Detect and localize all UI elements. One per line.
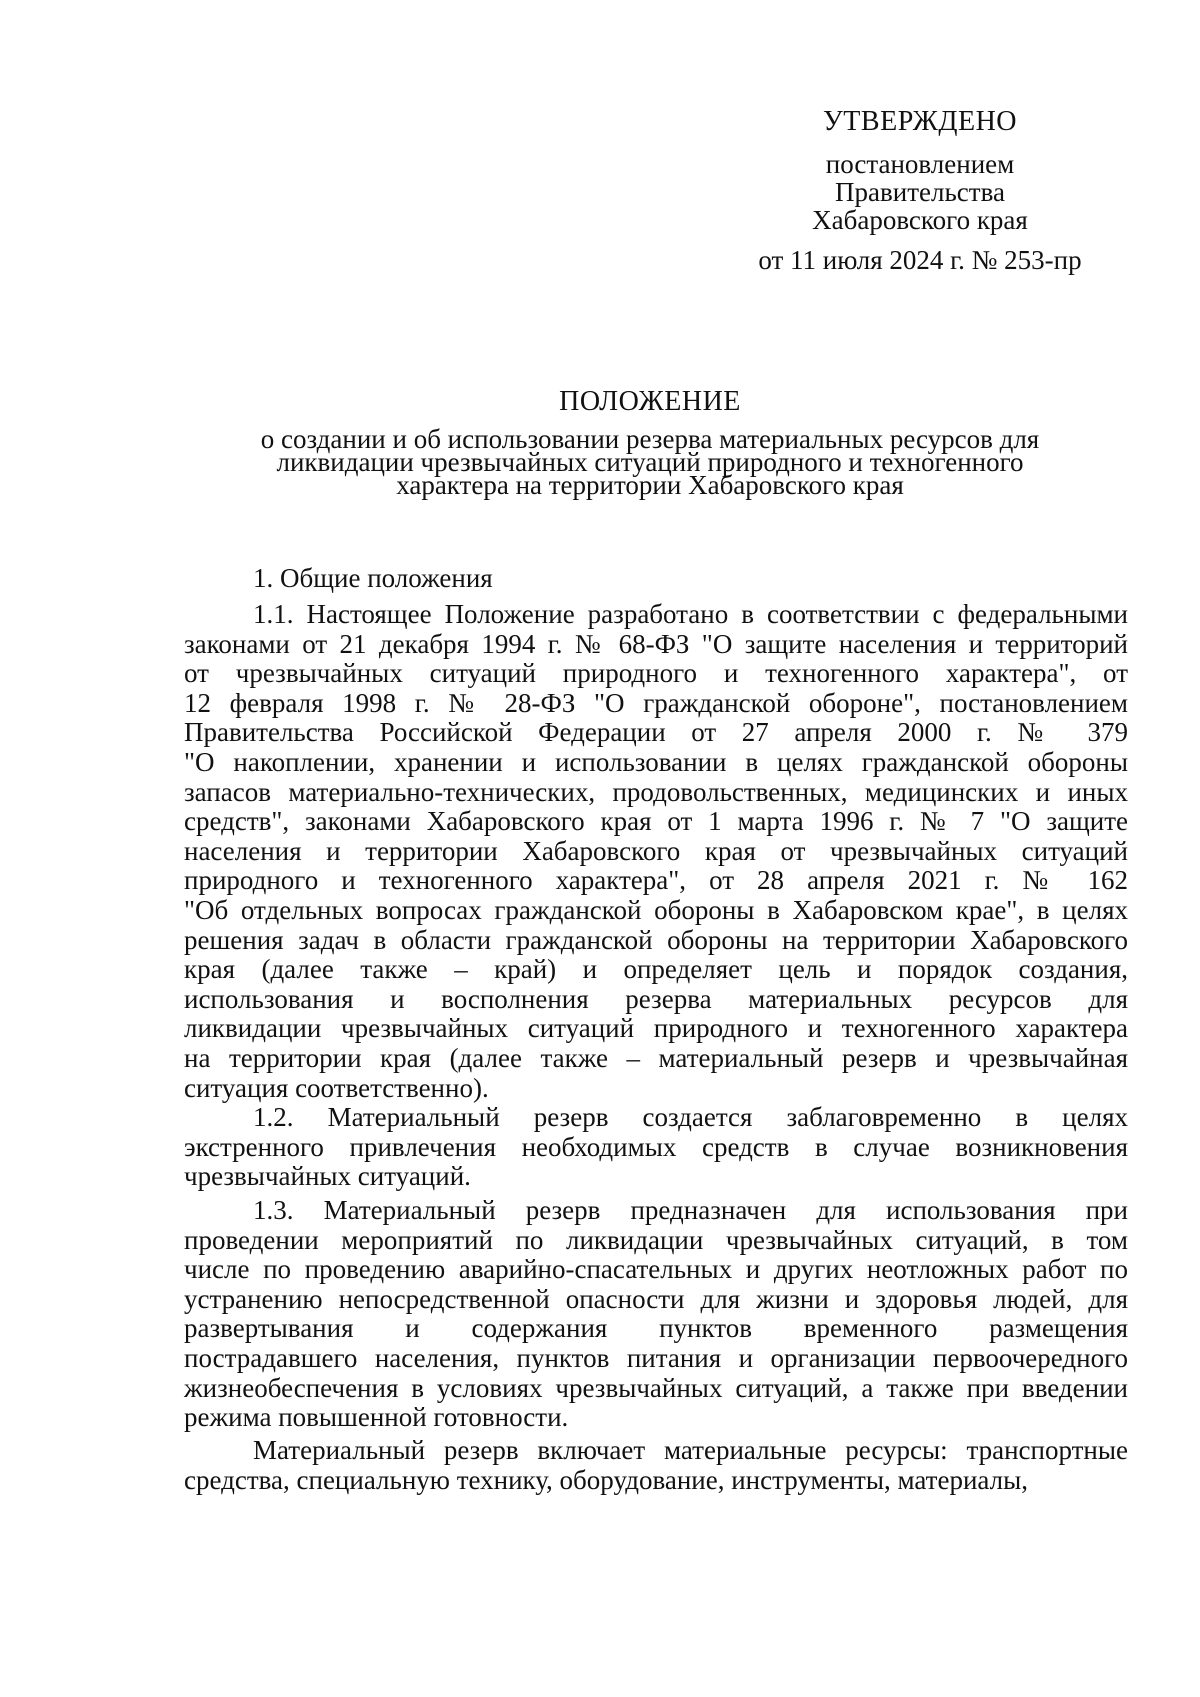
text-line-content: проведении мероприятий по ликвидации чрезвычайных ситуаций, в том bbox=[184, 1224, 1128, 1255]
text-line bbox=[184, 837, 1128, 867]
paragraph-1-1 bbox=[184, 600, 1128, 1103]
text-line-content: населения и территории Хабаровского края от чрезвычайных ситуаций bbox=[184, 835, 1128, 866]
text-line-content: на территории края (далее также – материальный резерв и чрезвычайная bbox=[184, 1042, 1128, 1073]
paragraph-1-3 bbox=[184, 1196, 1128, 1433]
document-title: ПОЛОЖЕНИЕ bbox=[559, 386, 741, 417]
text-line-content: ситуация соответственно). bbox=[184, 1072, 489, 1103]
text-line bbox=[184, 778, 1128, 808]
text-line-content: экстренного привлечения необходимых средств в случае возникновения bbox=[184, 1131, 1128, 1162]
text-line-content: природного и техногенного характера", от 28 апреля 2021 г. № 162 bbox=[184, 865, 1128, 896]
text-line-content: от чрезвычайных ситуаций природного и техногенного характера", от bbox=[184, 658, 1128, 689]
text-line bbox=[184, 1314, 1128, 1344]
text-line-content: средств", законами Хабаровского края от 1 марта 1996 г. № 7 "О защите bbox=[184, 806, 1128, 837]
text-line bbox=[184, 1103, 1128, 1133]
text-line-content: пострадавшего населения, пунктов питания и организации первоочередного bbox=[184, 1342, 1128, 1373]
document-subtitle bbox=[170, 424, 1130, 500]
text-line bbox=[184, 659, 1128, 689]
text-line-content: 1.1. Настоящее Положение разработано в соответствии с федеральными bbox=[253, 599, 1128, 629]
text-line bbox=[184, 600, 1128, 630]
text-line bbox=[184, 1255, 1128, 1285]
subtitle-line: характера на территории Хабаровского края bbox=[396, 470, 904, 500]
text-line bbox=[184, 1285, 1128, 1315]
text-line-content: запасов материально-технических, продовольственных, медицинских и иных bbox=[184, 776, 1128, 807]
text-line-content: средства, специальную технику, оборудование, инструменты, материалы, bbox=[184, 1464, 1029, 1495]
approval-line-3: Хабаровского края bbox=[812, 205, 1028, 235]
approved-title: УТВЕРЖДЕНО bbox=[822, 106, 1018, 137]
text-line-content: режима повышенной готовности. bbox=[184, 1402, 569, 1433]
text-line bbox=[184, 1403, 1128, 1433]
text-line bbox=[184, 926, 1128, 956]
text-line-content: края (далее также – край) и определяет цель и порядок создания, bbox=[184, 954, 1128, 985]
text-line-content: Материальный резерв включает материальные ресурсы: транспортные bbox=[253, 1435, 1128, 1465]
approval-line-2: Правительства bbox=[835, 177, 1005, 207]
text-line-content: развертывания и содержания пунктов временного размещения bbox=[184, 1313, 1128, 1344]
text-line bbox=[184, 955, 1128, 985]
text-line-content: ликвидации чрезвычайных ситуаций природного и техногенного характера bbox=[184, 1013, 1128, 1044]
text-line bbox=[184, 689, 1128, 719]
text-line bbox=[184, 1466, 1128, 1496]
text-line bbox=[184, 1133, 1128, 1163]
text-line bbox=[184, 748, 1128, 778]
text-line bbox=[184, 1374, 1128, 1404]
text-line bbox=[184, 1014, 1128, 1044]
paragraph-1-2 bbox=[184, 1103, 1128, 1192]
text-line-content: Правительства Российской Федерации от 27 апреля 2000 г. № 379 bbox=[184, 717, 1128, 748]
text-line-content: "Об отдельных вопросах гражданской обороны в Хабаровском крае", в целях bbox=[184, 894, 1128, 925]
text-line-content: устранению непосредственной опасности для жизни и здоровья людей, для bbox=[184, 1283, 1128, 1314]
text-line-content: 1.2. Материальный резерв создается заблаговременно в целях bbox=[253, 1102, 1128, 1132]
text-line bbox=[184, 1074, 1128, 1104]
text-line-content: числе по проведению аварийно-спасательных и других неотложных работ по bbox=[184, 1254, 1128, 1285]
text-line-content: "О накоплении, хранении и использовании в целях гражданской обороны bbox=[184, 746, 1128, 777]
subtitle-line: ликвидации чрезвычайных ситуаций природного и техногенного bbox=[276, 447, 1024, 477]
text-line bbox=[184, 896, 1128, 926]
document-title-block bbox=[170, 386, 1130, 500]
paragraph-resources bbox=[184, 1436, 1128, 1495]
text-line-content: законами от 21 декабря 1994 г. № 68-ФЗ "О защите населения и территорий bbox=[184, 628, 1128, 659]
text-line-content: чрезвычайных ситуаций. bbox=[184, 1161, 471, 1192]
approval-stamp bbox=[740, 108, 1100, 274]
text-line bbox=[184, 985, 1128, 1015]
decree-date: от 11 июля 2024 г. № 253-пр bbox=[758, 245, 1082, 275]
text-line bbox=[184, 1436, 1128, 1466]
text-line bbox=[184, 1344, 1128, 1374]
subtitle-line: о создании и об использовании резерва материальных ресурсов для bbox=[260, 424, 1040, 454]
text-line bbox=[184, 1162, 1128, 1192]
text-line bbox=[184, 630, 1128, 660]
text-line-content: использования и восполнения резерва материальных ресурсов для bbox=[184, 983, 1128, 1014]
text-line bbox=[184, 1044, 1128, 1074]
approval-line-1: постановлением bbox=[825, 149, 1015, 179]
section-heading: 1. Общие положения bbox=[253, 563, 493, 593]
text-line bbox=[184, 718, 1128, 748]
text-line-content: жизнеобеспечения в условиях чрезвычайных ситуаций, а также при введении bbox=[184, 1372, 1128, 1403]
text-line-content: 1.3. Материальный резерв предназначен для использования при bbox=[253, 1195, 1128, 1225]
text-line bbox=[184, 1196, 1128, 1226]
text-line bbox=[184, 866, 1128, 896]
text-line-content: 12 февраля 1998 г. № 28-ФЗ "О гражданской обороне", постановлением bbox=[184, 687, 1128, 718]
text-line bbox=[184, 1226, 1128, 1256]
text-line-content: решения задач в области гражданской обороны на территории Хабаровского bbox=[184, 924, 1128, 955]
text-line bbox=[184, 807, 1128, 837]
